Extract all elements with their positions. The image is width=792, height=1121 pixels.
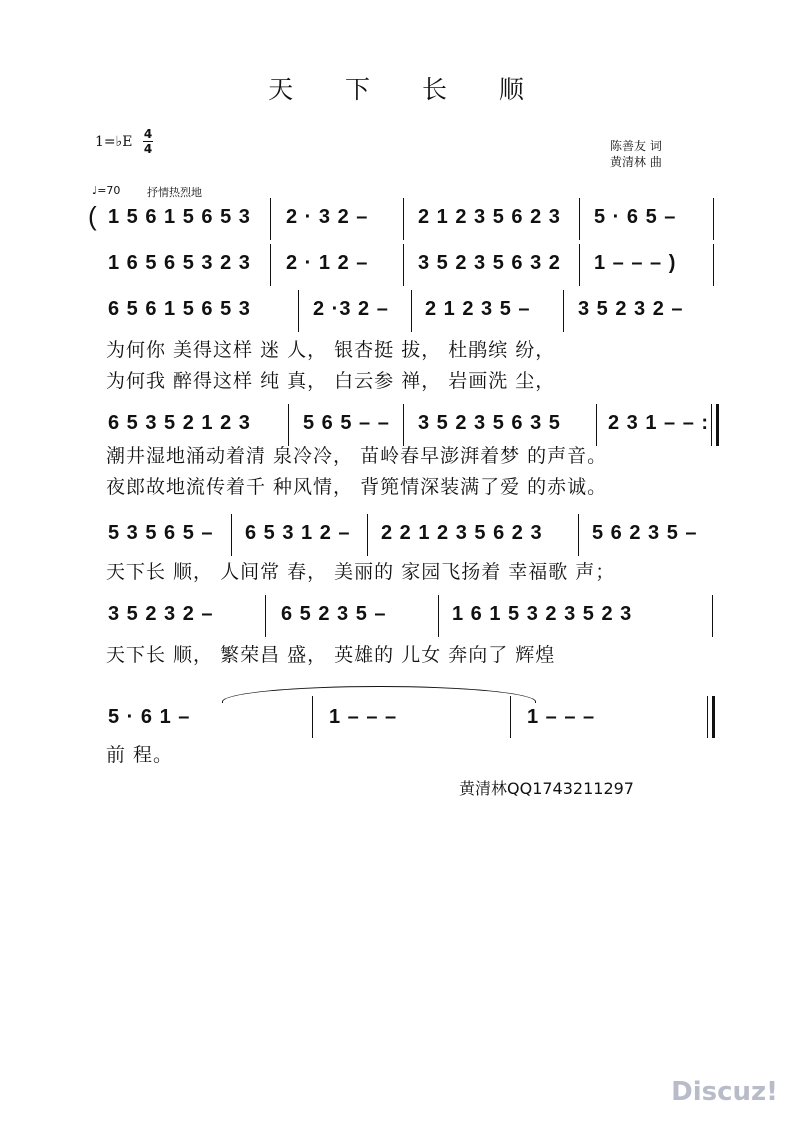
barline bbox=[579, 198, 580, 240]
measure: 6 5 3 1 2 – bbox=[245, 522, 351, 544]
tie-arc bbox=[222, 686, 536, 703]
barline bbox=[578, 514, 579, 556]
barline bbox=[403, 198, 404, 240]
barline bbox=[438, 595, 439, 637]
composer-credit: 黄清林 曲 bbox=[610, 155, 662, 169]
measure: 3 5 2 3 5 6 3 5 bbox=[418, 412, 561, 434]
measure: 2 2 1 2 3 5 6 2 3 bbox=[381, 522, 543, 544]
measure: 1 6 1 5 3 2 3 5 2 3 bbox=[452, 603, 633, 625]
arranger-signature: 黄清林QQ1743211297 bbox=[459, 779, 634, 798]
measure: 5 · 6 1 – bbox=[108, 706, 191, 728]
open-paren: ( bbox=[88, 201, 98, 231]
barline bbox=[712, 595, 713, 637]
measure: 1 6 5 6 5 3 2 3 bbox=[108, 252, 251, 274]
lyric-line-1: 为何你 美得这样 迷 人， 银杏挺 拔， 杜鹃缤 纷， bbox=[106, 339, 556, 361]
barline bbox=[265, 595, 266, 637]
measure: 5 3 5 6 5 – bbox=[108, 522, 214, 544]
final-barline bbox=[707, 696, 708, 738]
repeat-barline-thick bbox=[716, 404, 719, 446]
discuz-watermark: Discuz! bbox=[671, 1077, 778, 1107]
repeat-barline bbox=[711, 404, 712, 446]
measure: 5 6 5 – – bbox=[303, 412, 390, 434]
barline bbox=[563, 290, 564, 332]
measure: 2 1 2 3 5 – bbox=[425, 298, 531, 320]
expression-marking: 抒情热烈地 bbox=[147, 186, 202, 199]
measure: 3 5 2 3 2 – bbox=[108, 603, 214, 625]
measure: 2 3 1 – – : bbox=[608, 412, 710, 434]
measure: 2 · 1 2 – bbox=[286, 252, 369, 274]
measure: 3 5 2 3 2 – bbox=[578, 298, 684, 320]
measure: 6 5 2 3 5 – bbox=[281, 603, 387, 625]
measure: 5 · 6 5 – bbox=[594, 206, 677, 228]
lyric-line-1: 前 程。 bbox=[106, 744, 174, 766]
tempo-marking: ♩=70 bbox=[92, 184, 121, 197]
barline bbox=[298, 290, 299, 332]
song-title: 天 下 长 顺 bbox=[268, 75, 546, 104]
measure: 6 5 3 5 2 1 2 3 bbox=[108, 412, 251, 434]
measure: 6 5 6 1 5 6 5 3 bbox=[108, 298, 251, 320]
barline bbox=[288, 404, 289, 446]
measure: 2 ·3 2 – bbox=[313, 298, 389, 320]
barline bbox=[231, 514, 232, 556]
barline bbox=[270, 244, 271, 286]
measure: 1 – – – ) bbox=[594, 252, 677, 274]
key-signature: 1=♭E bbox=[95, 134, 133, 150]
lyric-line-1: 天下长 顺， 繁荣昌 盛， 英雄的 儿女 奔向了 辉煌 bbox=[106, 644, 556, 666]
barline bbox=[579, 244, 580, 286]
lyric-line-2: 夜郎故地流传着千 种风情， 背篼情深装满了爱 的赤诚。 bbox=[106, 476, 608, 498]
barline bbox=[403, 404, 404, 446]
barline bbox=[510, 696, 511, 738]
barline bbox=[411, 290, 412, 332]
measure: 1 5 6 1 5 6 5 3 bbox=[108, 206, 251, 228]
lyric-line-2: 为何我 醉得这样 纯 真， 白云参 禅， 岩画洗 尘， bbox=[106, 370, 556, 392]
meter-top: 4 bbox=[143, 127, 153, 141]
time-signature bbox=[143, 128, 153, 155]
measure: 2 · 3 2 – bbox=[286, 206, 369, 228]
measure: 1 – – – bbox=[527, 706, 596, 728]
barline bbox=[270, 198, 271, 240]
barline bbox=[367, 514, 368, 556]
barline bbox=[312, 696, 313, 738]
measure: 2 1 2 3 5 6 2 3 bbox=[418, 206, 561, 228]
barline bbox=[713, 244, 714, 286]
lyric-line-1: 天下长 顺， 人间常 春， 美丽的 家园飞扬着 幸福歌 声； bbox=[106, 561, 616, 583]
measure: 3 5 2 3 5 6 3 2 bbox=[418, 252, 561, 274]
barline bbox=[713, 198, 714, 240]
measure: 5 6 2 3 5 – bbox=[592, 522, 698, 544]
final-barline-thick bbox=[712, 696, 715, 738]
barline bbox=[596, 404, 597, 446]
lyric-line-1: 潮井湿地涌动着清 泉冷冷， 苗岭春早澎湃着梦 的声音。 bbox=[106, 445, 608, 467]
measure: 1 – – – bbox=[329, 706, 398, 728]
lyricist-credit: 陈善友 词 bbox=[610, 139, 662, 153]
barline bbox=[403, 244, 404, 286]
meter-bottom: 4 bbox=[143, 142, 153, 156]
